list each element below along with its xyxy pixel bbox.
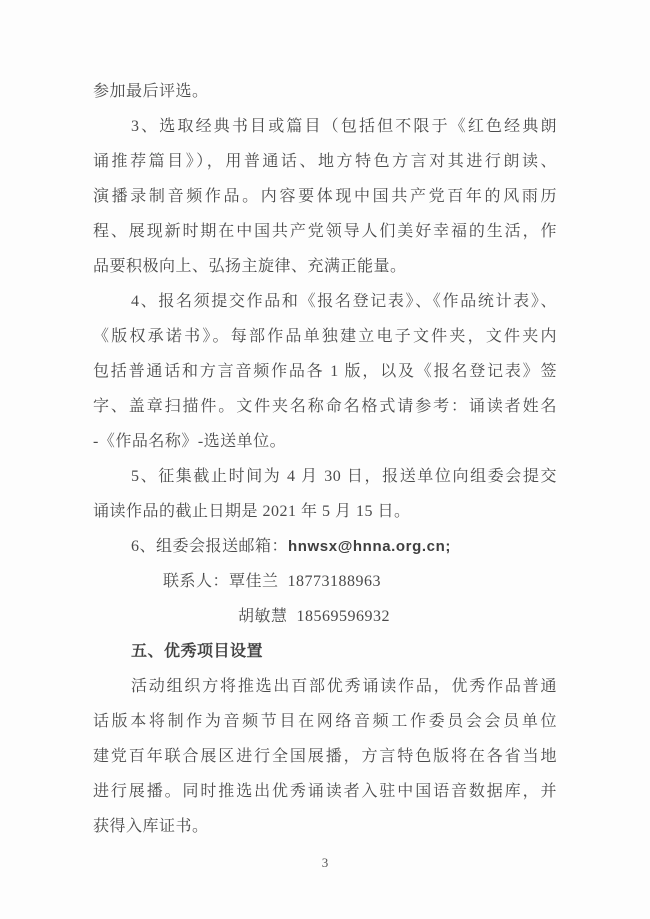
- document-body: [93, 74, 557, 844]
- page-number: 3: [321, 855, 329, 870]
- email-address: hnwsx@hnna.org.cn;: [288, 538, 451, 555]
- body-text-line: 诵推荐篇目》），用普通话、地方特色方言对其进行朗读、: [93, 153, 557, 170]
- body-text-line: 建党百年联合展区进行全国展播，方言特色版将在各省当地: [93, 748, 557, 765]
- contact-line: 胡敏慧 18569596932: [238, 608, 391, 625]
- body-text-line: 品要积极向上、弘扬主旋律、充满正能量。: [93, 258, 407, 275]
- body-text-line: 参加最后评选。: [93, 83, 209, 100]
- body-text-line: 程、展现新时期在中国共产党领导人们美好幸福的生活，作: [93, 223, 557, 240]
- body-text-line: 包括普通话和方言音频作品各 1 版，以及《报名登记表》签: [93, 363, 557, 380]
- body-text-line: 获得入库证书。: [93, 818, 209, 835]
- body-text-line: 进行展播。同时推选出优秀诵读者入驻中国语音数据库，并: [93, 783, 557, 800]
- section-heading: 五、优秀项目设置: [131, 643, 264, 660]
- body-text-line: 演播录制音频作品。内容要体现中国共产党百年的风雨历: [93, 188, 557, 205]
- body-text-line: 话版本将制作为音频节目在网络音频工作委员会会员单位: [93, 713, 557, 730]
- submission-email-line: [93, 529, 557, 564]
- body-text-line: 4、报名须提交作品和《报名登记表》、《作品统计表》、: [131, 293, 557, 310]
- body-text-line: 活动组织方将推选出百部优秀诵读作品，优秀作品普通: [131, 678, 557, 695]
- body-text-line: 《版权承诺书》。每部作品单独建立电子文件夹，文件夹内: [93, 328, 557, 345]
- body-text-line: 字、盖章扫描件。文件夹名称命名格式请参考：诵读者姓名: [93, 398, 557, 415]
- body-text-line: 3、选取经典书目或篇目（包括但不限于《红色经典朗: [131, 118, 557, 135]
- body-text-line: -《作品名称》-选送单位。: [93, 433, 287, 450]
- body-text-line: 5、征集截止时间为 4 月 30 日，报送单位向组委会提交: [131, 468, 557, 485]
- email-label: 6、组委会报送邮箱：: [131, 538, 289, 555]
- contact-line: 联系人：覃佳兰 18773188963: [163, 573, 382, 590]
- body-text-line: 诵读作品的截止日期是 2021 年 5 月 15 日。: [93, 503, 411, 520]
